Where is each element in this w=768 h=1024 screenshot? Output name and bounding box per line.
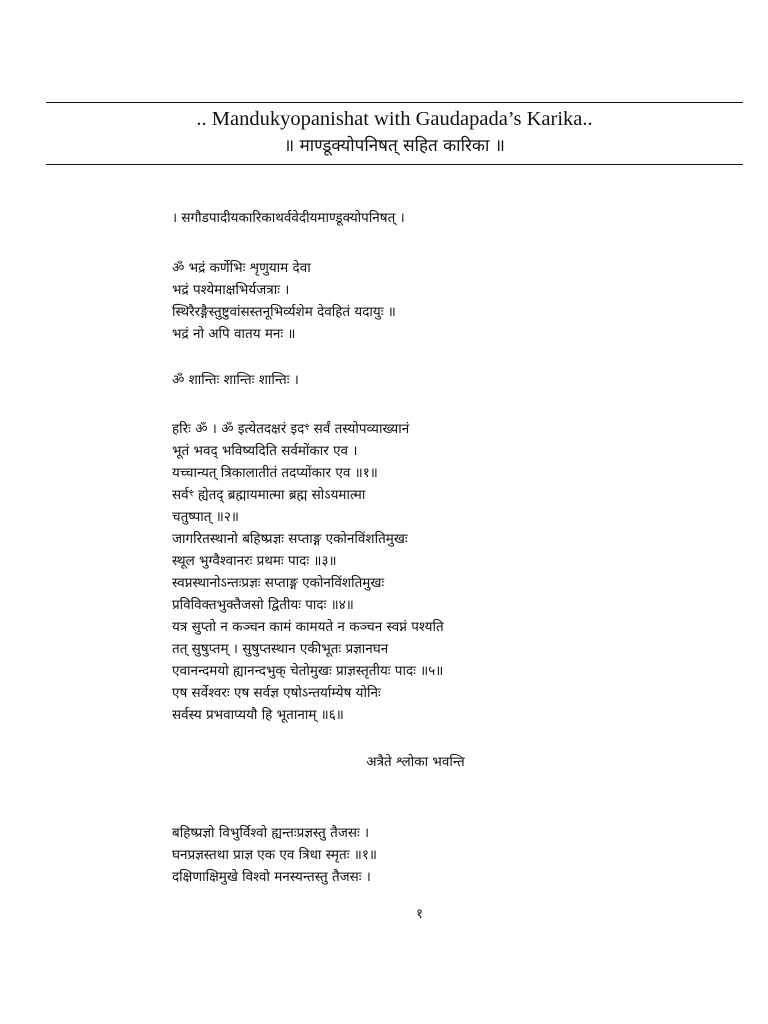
text-line: सर्वस्य प्रभवाप्ययौ हि भूतानाम् ॥६॥ — [172, 707, 344, 723]
text-line: प्रविविक्तभुक्तैजसो द्वितीयः पादः ॥४॥ — [172, 597, 354, 613]
text-line: एवानन्दमयो ह्यानन्दभुक् चेतोमुखः प्राज्ञस्तृतीयः पादः ॥५॥ — [172, 663, 444, 679]
invocation-block — [172, 257, 396, 345]
invocation-line: भद्रं नो अपि वातय मनः ॥ — [172, 326, 296, 342]
text-line: यच्चान्यत् त्रिकालातीतं तदप्योंकार एव ॥१॥ — [172, 465, 378, 481]
text-line: तत् सुषुप्तम् । सुषुप्तस्थान एकीभूतः प्रज्ञानघन — [172, 641, 389, 657]
shanti-block — [172, 369, 299, 391]
page-number: १ — [415, 906, 424, 922]
colophon — [172, 207, 405, 229]
shanti-line: ॐ शान्तिः शान्तिः शान्तिः । — [172, 372, 299, 388]
verse-line: दक्षिणाक्षिमुखे विश्वो मनस्यन्तस्तु तैजसः । — [172, 869, 371, 885]
text-line: स्वप्नस्थानोऽन्तःप्रज्ञः सप्ताङ्ग एकोनविंशतिमुखः — [172, 575, 385, 591]
colophon-line: । सगौडपादीयकारिकाथर्ववेदीयमाण्डूक्योपनिषत् । — [172, 210, 405, 226]
karika-verses-block — [172, 822, 377, 888]
verse-line: घनप्रज्ञस्तथा प्राज्ञ एक एव त्रिधा स्मृतः ॥१॥ — [172, 847, 377, 863]
text-line: सर्वꣳ ह्येतद् ब्रह्मायमात्मा ब्रह्म सोऽयमात्मा — [172, 487, 366, 503]
header-top-rule — [46, 102, 743, 103]
header-bottom-rule — [46, 164, 743, 165]
text-line: चतुष्पात् ॥२॥ — [172, 509, 239, 525]
invocation-line: भद्रं पश्येमाक्षभिर्यजत्राः । — [172, 282, 290, 298]
section-heading: अत्रैते श्लोका भवन्ति — [366, 754, 465, 770]
invocation-line: ॐ भद्रं कर्णेभिः शृणुयाम देवा — [172, 260, 311, 276]
verse-line: बहिष्प्रज्ञो विभुर्विश्वो ह्यन्तःप्रज्ञस्तु तैजसः । — [172, 825, 370, 841]
invocation-line: स्थिरैरङ्गैस्तुष्टुवांसस्तनूभिर्व्यशेम देवहितं यदायुः ॥ — [172, 304, 396, 320]
text-line: भूतं भवद् भविष्यदिति सर्वमोंकार एव । — [172, 443, 358, 459]
text-line: जागरितस्थानो बहिष्प्रज्ञः सप्ताङ्ग एकोनविंशतिमुखः — [172, 531, 408, 547]
text-line: स्थूल भुग्वैश्वानरः प्रथमः पादः ॥३॥ — [172, 553, 337, 569]
text-line: हरिः ॐ । ॐ इत्येतदक्षरं इदꣳ सर्वं तस्योपव्याख्यानं — [172, 421, 410, 437]
document-title-english: .. Mandukyopanishat with Gaudapada’s Karika.. — [196, 108, 593, 130]
document-title-sanskrit: ॥ माण्डूक्योपनिषत् सहित कारिका ॥ — [284, 136, 505, 156]
text-line: यत्र सुप्तो न कञ्चन कामं कामयते न कञ्चन स्वप्नं पश्यति — [172, 619, 444, 635]
main-text-block — [172, 418, 444, 726]
text-line: एष सर्वेश्वरः एष सर्वज्ञ एषोऽन्तर्याम्येष योनिः — [172, 685, 381, 701]
